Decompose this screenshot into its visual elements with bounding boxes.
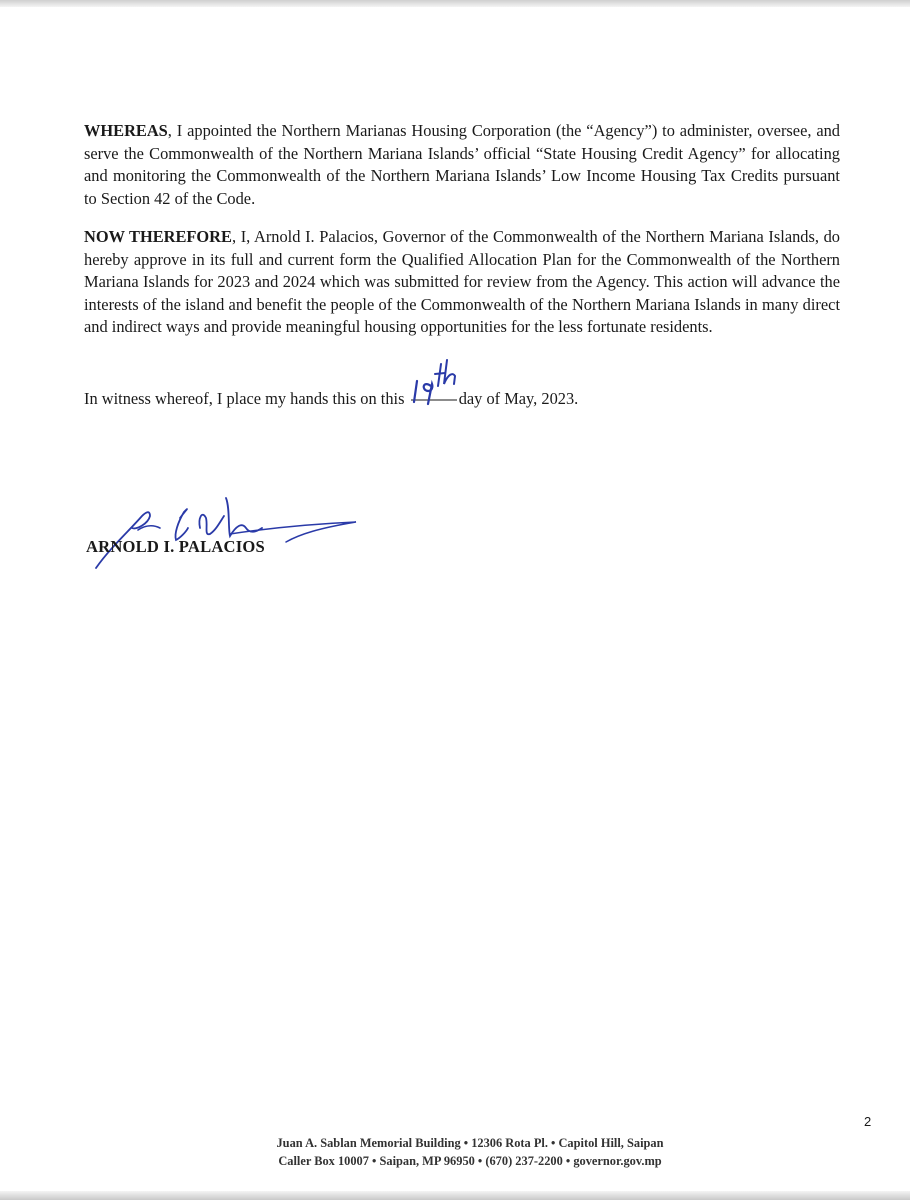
governor-signature — [80, 488, 370, 578]
scan-edge-top — [0, 0, 910, 7]
whereas-label: WHEREAS — [84, 121, 168, 140]
page-number: 2 — [864, 1114, 872, 1129]
now-therefore-label: NOW THEREFORE — [84, 227, 232, 246]
handwritten-day-19th — [411, 356, 471, 406]
witness-line — [84, 386, 578, 410]
signatory-name: ARNOLD I. PALACIOS — [86, 537, 265, 556]
witness-text-after: day of May, 2023. — [458, 389, 579, 408]
now-therefore-paragraph — [84, 226, 840, 339]
scan-edge-bottom — [0, 1191, 910, 1200]
footer-address-line-1: Juan A. Sablan Memorial Building • 12306 Rota Pl. • Capitol Hill, Saipan — [276, 1136, 664, 1150]
day-blank — [409, 386, 455, 404]
whereas-text: , I appointed the Northern Marianas Housing Corporation (the “Agency”) to administer, oversee, and serve the Commonwealth of the Northern Mariana Islands’ official “State Housing Credit Agency” for allocating and monitoring the Commonwealth of the Northern Mariana Islands’ Low Income Housing Tax Credits pursuant to Section 42 of the Code. — [84, 121, 840, 208]
now-therefore-text: , I, Arnold I. Palacios, Governor of the Commonwealth of the Northern Mariana Islands, do hereby approve in its full and current form the Qualified Allocation Plan for the Commonwealth of the Northern Mariana Islands for 2023 and 2024 which was submitted for review from the Agency. This action will advance the interests of the island and benefit the people of the Commonwealth of the Northern Mariana Islands in many direct and indirect ways and provide meaningful housing opportunities for the less fortunate residents. — [84, 227, 840, 336]
whereas-paragraph — [84, 120, 840, 210]
witness-text-before: In witness whereof, I place my hands this on this — [84, 389, 405, 408]
footer-address-line-2: Caller Box 10007 • Saipan, MP 96950 • (670) 237-2200 • governor.gov.mp — [278, 1154, 662, 1168]
